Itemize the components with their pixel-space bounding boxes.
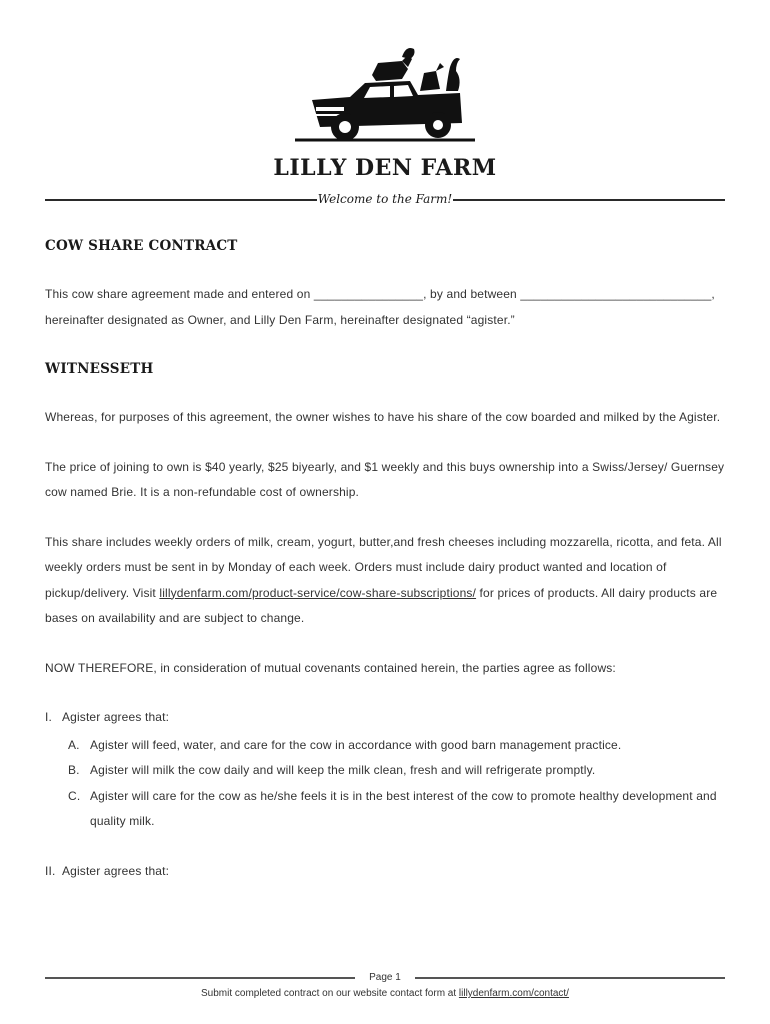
subsection-list [45,733,725,835]
paragraph-whereas: Whereas, for purposes of this agreement, the owner wishes to have his share of the cow boarded and milked by the Agister. [45,410,721,424]
tagline-divider [45,192,725,210]
section-label: Agister agrees that: [62,863,170,878]
paragraph-price: The price of joining to own is $40 yearly, $25 biyearly, and $1 weekly and this buys ownership into a Swiss/Jersey/ Guernsey cow named Brie. It is a non-refundable cost of ownership. [45,459,725,499]
item-text: Agister will feed, water, and care for the cow in accordance with good barn management practice. [90,737,622,752]
share-includes-text: This share includes weekly orders of milk, cream, yogurt, butter,and fresh cheeses including mozzarella, ricotta, and feta. All weekly orders must be sent in by Monday of each week. Orders must include dairy product wanted and location of pickup/delivery. Visit [45,534,722,600]
paragraph-share-includes [45,530,725,632]
section-list [45,705,725,731]
brand-name: LILLY DEN FARM [273,155,497,181]
intro-line-2: hereinafter designated as Owner, and Lilly Den Farm, hereinafter designated “agister.” [45,312,515,327]
contact-link[interactable]: lillydenfarm.com/contact/ [458,988,569,999]
divider-line-right [453,199,725,201]
truck-with-farm-animals-icon [290,45,480,150]
section-item [45,859,725,885]
paragraph-now-therefore: NOW THEREFORE, in consideration of mutual covenants contained herein, the parties agree as follows: [45,660,616,675]
item-marker: B. [68,763,80,777]
footer-note-text: Submit completed contract on our website contact form at [201,988,459,999]
list-item [45,784,725,835]
share-includes-text-end: for prices of products. All dairy products are bases on availability and are subject to change. [45,585,718,625]
intro-paragraph [45,282,725,333]
logo-header [0,40,770,190]
footer-line-right [415,977,725,979]
page-number: Page 1 [369,972,401,983]
page-title: COW SHARE CONTRACT [45,238,238,254]
divider-line-left [45,199,317,201]
section-marker: II. [45,863,56,878]
item-text: Agister will milk the cow daily and will keep the milk clean, fresh and will refrigerate promptly. [90,763,596,777]
item-marker: C. [68,788,81,803]
item-text: Agister will care for the cow as he/she feels it is in the best interest of the cow to promote healthy development and quality milk. [90,788,717,828]
section-item [45,705,725,731]
contract-body [45,238,725,884]
cow-share-subscriptions-link[interactable]: lillydenfarm.com/product-service/cow-share-subscriptions/ [159,585,477,600]
list-item [45,733,725,759]
tagline: Welcome to the Farm! [317,192,453,206]
section-label: Agister agrees that: [62,710,170,724]
footer-line-left [45,977,355,979]
list-item [45,758,725,784]
section-marker: I. [45,710,52,724]
footer-note [45,988,725,999]
intro-line-1: This cow share agreement made and entered on ________________, by and between ____________________________, [45,287,715,301]
witnesseth-heading: WITNESSETH [45,361,154,377]
item-marker: A. [68,737,80,752]
section-list [45,859,725,885]
